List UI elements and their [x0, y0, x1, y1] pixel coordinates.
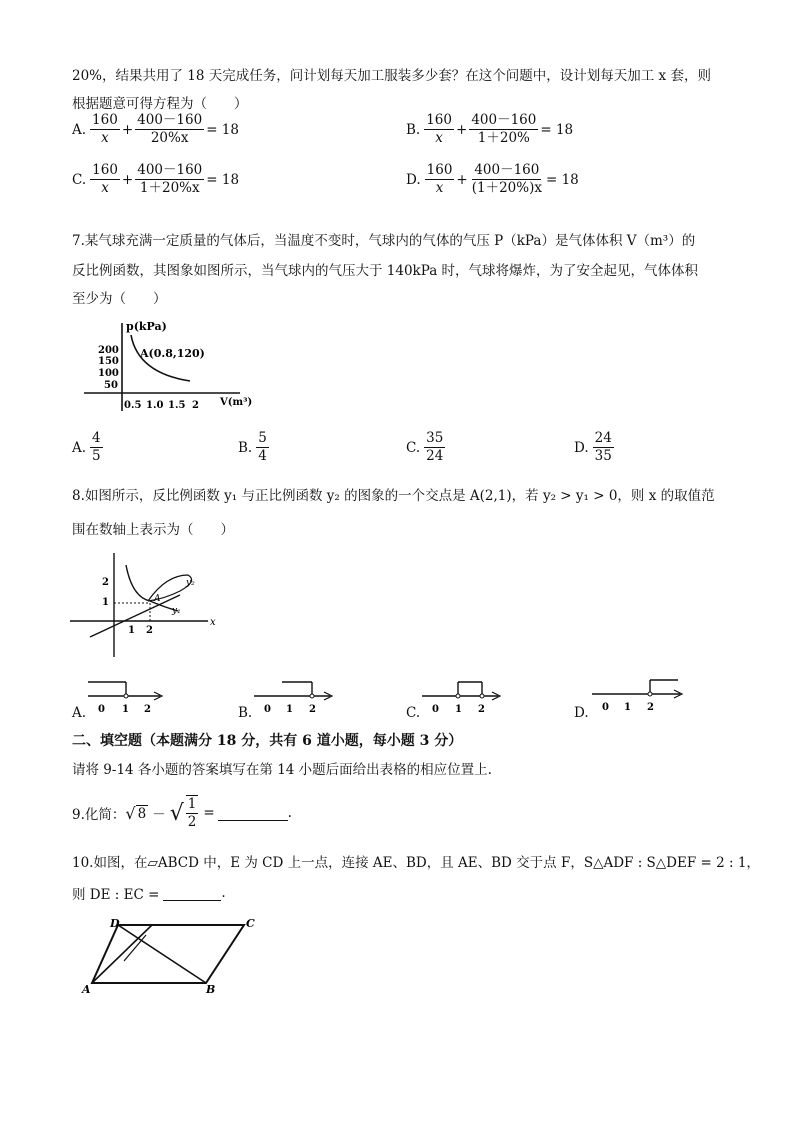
q8-option-c-number-line: [420, 676, 504, 716]
fraction: $\frac{4}{5}$: [92, 430, 101, 464]
q8-option-b-label[interactable]: B.: [238, 705, 253, 721]
vertex-c-label: C: [246, 917, 255, 930]
fraction: $\frac{160}{x}$: [92, 112, 118, 146]
inverse-curve-y1: [126, 565, 178, 611]
q7-pressure-volume-graph: [80, 315, 260, 415]
y-tick-label: 150: [98, 356, 119, 367]
fraction: $\frac{160}{x}$: [426, 162, 453, 196]
q8-option-b-number-line: [252, 676, 336, 716]
fraction: $\frac{35}{24}$: [426, 430, 444, 464]
q7-text-line3: 至少为（ ）: [72, 291, 167, 307]
q9-expression: 9.化简： √ 8 － √ $\frac{1}{2}$ = .: [72, 796, 292, 830]
x-tick-label: 2: [192, 400, 199, 411]
fraction: $\frac{400-160}{20\%x}$: [137, 112, 203, 146]
q8-text-line1: 8.如图所示，反比例函数 y₁ 与正比例函数 y₂ 的图象的一个交点是 A(2,1)，若 y₂ > y₁ > 0，则 x 的取值范: [72, 488, 715, 504]
svg-text:2: 2: [478, 704, 485, 715]
svg-text:0: 0: [264, 704, 271, 715]
x-axis-label: x: [210, 617, 216, 628]
curve-label-y2: y₂: [186, 578, 195, 588]
point-a-label: A(0.8,120): [140, 347, 205, 360]
q6-option-d[interactable]: D. $\frac{160}{x}$ + $\frac{400-160}{(1+20\%)x}$ = 18: [406, 162, 579, 196]
segment-bd: [118, 925, 206, 983]
svg-text:1: 1: [286, 704, 293, 715]
sqrt-symbol: √: [169, 800, 184, 826]
q8-text-line2: 围在数轴上表示为（ ）: [72, 522, 234, 538]
fraction: $\frac{160}{x}$: [92, 162, 118, 196]
fraction: $\frac{400-160}{1+20\%}$: [471, 112, 537, 146]
parallelogram: [92, 925, 244, 983]
segment-ae: [92, 925, 152, 983]
svg-text:2: 2: [647, 702, 654, 713]
fraction: $\frac{400-160}{1+20\%x}$: [137, 162, 203, 196]
q7-option-a[interactable]: A. $\frac{4}{5}$: [72, 430, 101, 464]
vertex-d-label: D: [110, 917, 120, 930]
answer-blank[interactable]: [163, 886, 221, 901]
y-tick-label: 100: [98, 368, 119, 379]
svg-text:1: 1: [122, 704, 129, 715]
fraction: $\frac{400-160}{(1+20\%)x}$: [471, 162, 542, 196]
y-tick-label: 2: [102, 577, 109, 588]
svg-text:2: 2: [309, 704, 316, 715]
x-tick-label: 2: [146, 625, 153, 636]
q8-option-d-number-line: [590, 676, 686, 716]
svg-text:2: 2: [144, 704, 151, 715]
q10-parallelogram-figure: [80, 915, 280, 997]
y-axis-label: p(kPa): [126, 320, 167, 333]
q6-option-c[interactable]: C. $\frac{160}{x}$ + $\frac{400-160}{1+20\%x}$ = 18: [72, 162, 240, 196]
section-instruction: 请将 9-14 各小题的答案填写在第 14 小题后面给出表格的相应位置上.: [72, 762, 492, 778]
answer-blank[interactable]: [218, 806, 288, 821]
q7-option-d[interactable]: D. $\frac{24}{35}$: [574, 430, 612, 464]
fraction: $\frac{5}{4}$: [258, 430, 267, 464]
q6-option-a[interactable]: A. $\frac{160}{x}$ + $\frac{400-160}{20\%x}$ = 18: [72, 112, 239, 146]
fraction: $\frac{1}{2}$: [187, 796, 197, 830]
fraction: $\frac{160}{x}$: [426, 112, 452, 146]
q7-option-b[interactable]: B. $\frac{5}{4}$: [238, 430, 267, 464]
q7-text-line2: 反比例函数，其图象如图所示，当气球内的气压大于 140kPa 时，气球将爆炸，为了安全起见，气体体积: [72, 263, 699, 279]
vertex-b-label: B: [206, 983, 216, 996]
vertex-a-label: A: [82, 983, 91, 996]
svg-text:0: 0: [98, 704, 105, 715]
x-tick-label: 1: [128, 625, 135, 636]
q8-option-a-label[interactable]: A.: [72, 705, 87, 721]
svg-text:1: 1: [455, 704, 462, 715]
q8-option-c-label[interactable]: C.: [406, 705, 421, 721]
q7-option-c[interactable]: C. $\frac{35}{24}$: [406, 430, 444, 464]
y-tick-label: 50: [104, 380, 118, 391]
q6-option-b[interactable]: B. $\frac{160}{x}$ + $\frac{400-160}{1+20\%}$ = 18: [406, 112, 574, 146]
svg-text:0: 0: [432, 704, 439, 715]
curve-label-y1: y₁: [172, 606, 181, 616]
y-tick-label: 200: [98, 345, 119, 356]
svg-text:0: 0: [602, 702, 609, 713]
x-tick-label: 1.0: [146, 400, 164, 411]
fraction: $\frac{24}{35}$: [594, 430, 612, 464]
svg-text:1: 1: [624, 702, 631, 713]
point-a-label: A: [154, 594, 161, 604]
section-heading: 二、填空题（本题满分 18 分，共有 6 道小题，每小题 3 分）: [72, 733, 463, 749]
q8-option-d-label[interactable]: D.: [574, 705, 589, 721]
x-tick-label: 0.5: [124, 400, 142, 411]
y-tick-label: 1: [102, 597, 109, 608]
x-axis-label: V(m³): [220, 397, 253, 408]
q6-text-line1: 20%，结果共用了 18 天完成任务，问计划每天加工服装多少套？在这个问题中，设计划每天加工 x 套，则: [72, 68, 711, 84]
q10-text-line2: 则 DE : EC = .: [72, 885, 226, 903]
q10-text-line1: 10.如图，在▱ABCD 中，E 为 CD 上一点，连接 AE、BD，且 AE、BD 交于点 F，S△ADF : S△DEF = 2 : 1，: [72, 855, 760, 871]
q7-text-line1: 7.某气球充满一定质量的气体后，当温度不变时，气球内的气体的气压 P（kPa）是气体体积 V（m³）的: [72, 233, 696, 249]
q6-text-line2: 根据题意可得方程为（ ）: [72, 96, 248, 112]
q8-function-graph: [68, 545, 228, 660]
sqrt-symbol: √: [125, 803, 136, 823]
x-tick-label: 1.5: [168, 400, 186, 411]
q8-option-a-number-line: [86, 676, 166, 716]
